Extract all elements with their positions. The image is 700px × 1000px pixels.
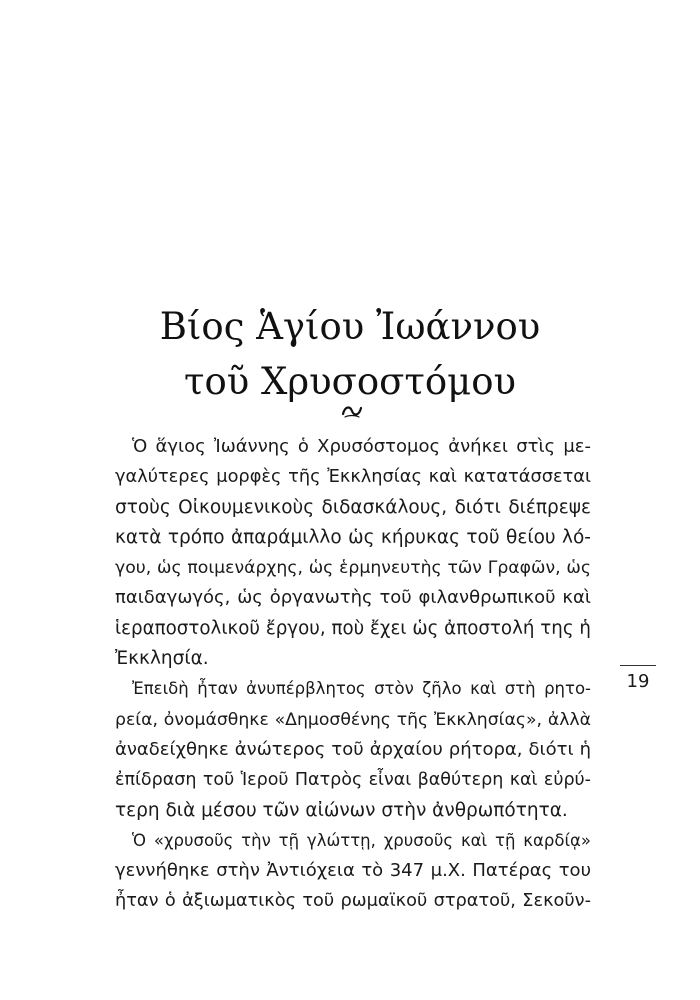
text-line: παιδαγωγός, ὡς ὀργανωτὴς τοῦ φιλανθρωπικοῦ καὶ [115,587,591,609]
text-line: ρεία, ὀνομάσθηκε «Δημοσθένης τῆς Ἐκκλησίας», ἀλλὰ [115,709,591,730]
paragraph [115,432,591,674]
folio-rule [620,665,656,666]
text-line: ἐπίδραση τοῦ Ἱεροῦ Πατρὸς εἶναι βαθύτερη καὶ εὐρύ- [115,770,591,791]
text-line: ἀναδείχθηκε ἀνώτερος τοῦ ἀρχαίου ρήτορα, διότι ἡ [115,738,591,760]
text-line: στοὺς Οἰκουμενικοὺς διδασκάλους, διότι διέπρεψε [115,496,591,518]
text-line: Ἐκκλησία. [115,648,209,670]
text-line: Ὁ «χρυσοῦς τὴν τῇ γλώττῃ, χρυσοῦς καὶ τῇ καρδίᾳ» [132,830,591,850]
page-number: 19 [626,671,650,692]
text-line: κατὰ τρόπο ἀπαράμιλλο ὡς κήρυκας τοῦ θείου λό- [115,526,591,548]
page-title-line-1: Βίος Ἁγίου Ἰωάννου [159,305,541,348]
paragraph [115,674,591,825]
text-line: ἦταν ὁ ἀξιωματικὸς τοῦ ρωμαϊκοῦ στρατοῦ, Σεκοῦν- [115,891,591,912]
text-line: ἱεραποστολικοῦ ἔργου, ποὺ ἔχει ὡς ἀποστολή της ἡ [115,617,591,639]
text-line: γαλύτερες μορφὲς τῆς Ἐκκλησίας καὶ κατατάσσεται [115,467,591,488]
text-line: τερη διὰ μέσου τῶν αἰώνων στὴν ἀνθρωπότητα. [115,799,568,821]
body-text [115,432,591,917]
text-line: γεννήθηκε στὴν Ἀντιόχεια τὸ 347 μ.Χ. Πατέρας του [115,860,591,882]
text-line: Ὁ ἅγιος Ἰωάννης ὁ Χρυσόστομος ἀνήκει στὶς με- [132,436,591,457]
page-title-line-2: τοῦ Χρυσοστόμου [184,360,516,403]
swash-ornament-icon [341,402,363,420]
paragraph [115,826,591,917]
text-line: γου, ὡς ποιμενάρχης, ὡς ἑρμηνευτὴς τῶν Γραφῶν, ὡς [115,558,591,579]
text-line: Ἐπειδὴ ἦταν ἀνυπέρβλητος στὸν ζῆλο καὶ στὴ ρητο- [132,679,591,699]
